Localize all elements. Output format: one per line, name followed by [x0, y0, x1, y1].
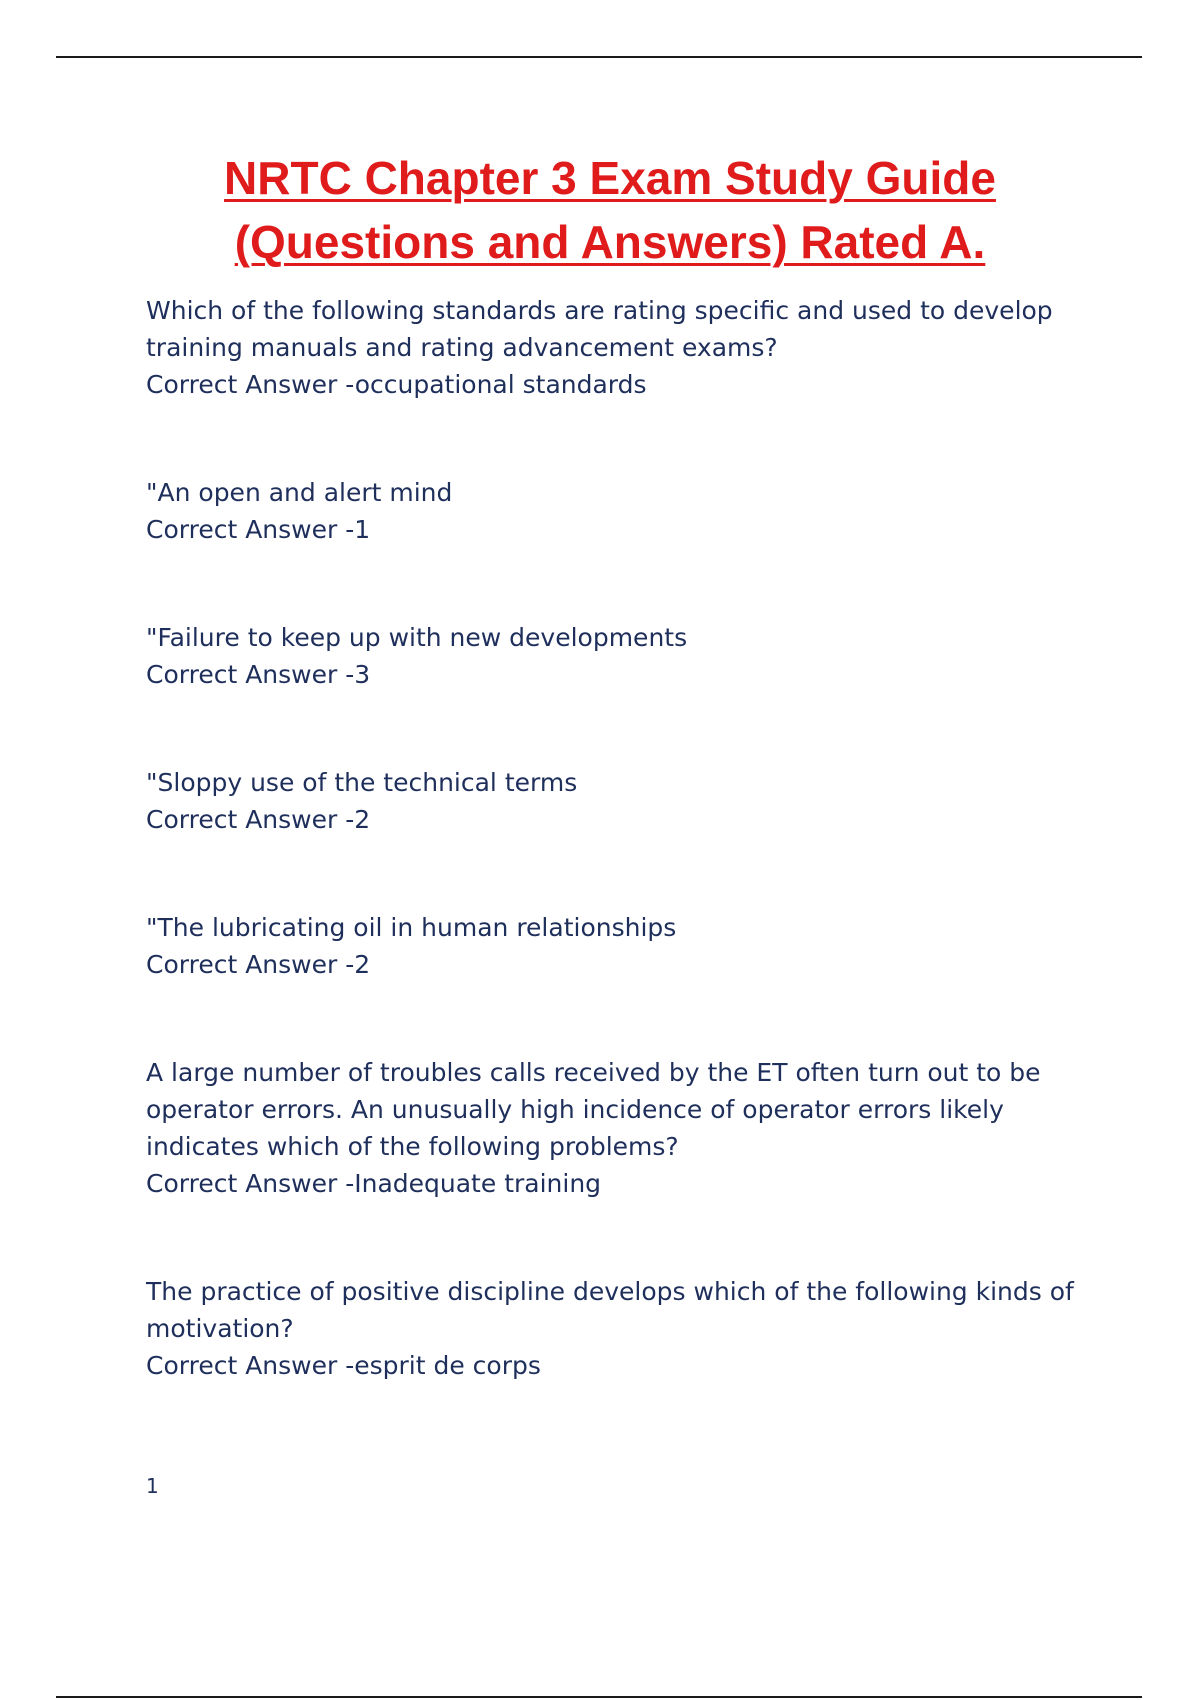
page-number: 1 [146, 1474, 159, 1498]
question-text: The practice of positive discipline develops which of the following kinds of motivation? [146, 1277, 1074, 1343]
question-text: A large number of troubles calls received by the ET often turn out to be operator errors. An unusually high incidence of operator errors likely indicates which of the following problems? [146, 1058, 1041, 1161]
question-text: "Failure to keep up with new developments [146, 623, 688, 652]
qa-item [146, 909, 1076, 983]
title-line-1: NRTC Chapter 3 Exam Study Guide [224, 152, 996, 204]
qa-item [146, 1054, 1076, 1202]
footer-rule [56, 1696, 1142, 1698]
question-text: "Sloppy use of the technical terms [146, 768, 578, 797]
document-title [100, 146, 1120, 274]
question-text: Which of the following standards are rating specific and used to develop training manuals and rating advancement exams? [146, 296, 1053, 362]
answer-text: Correct Answer -2 [146, 950, 371, 979]
header-rule [56, 56, 1142, 58]
qa-item [146, 764, 1076, 838]
qa-item [146, 292, 1076, 403]
answer-text: Correct Answer -1 [146, 515, 371, 544]
title-line-2: (Questions and Answers) Rated A. [234, 216, 986, 268]
answer-text: Correct Answer -Inadequate training [146, 1169, 602, 1198]
question-text: "An open and alert mind [146, 478, 453, 507]
answer-text: Correct Answer -2 [146, 805, 371, 834]
qa-item [146, 1273, 1076, 1384]
answer-text: Correct Answer -3 [146, 660, 371, 689]
answer-text: Correct Answer -esprit de corps [146, 1351, 541, 1380]
qa-item [146, 474, 1076, 548]
qa-item [146, 619, 1076, 693]
question-text: "The lubricating oil in human relationships [146, 913, 677, 942]
qa-list [146, 292, 1076, 1455]
answer-text: Correct Answer -occupational standards [146, 370, 647, 399]
